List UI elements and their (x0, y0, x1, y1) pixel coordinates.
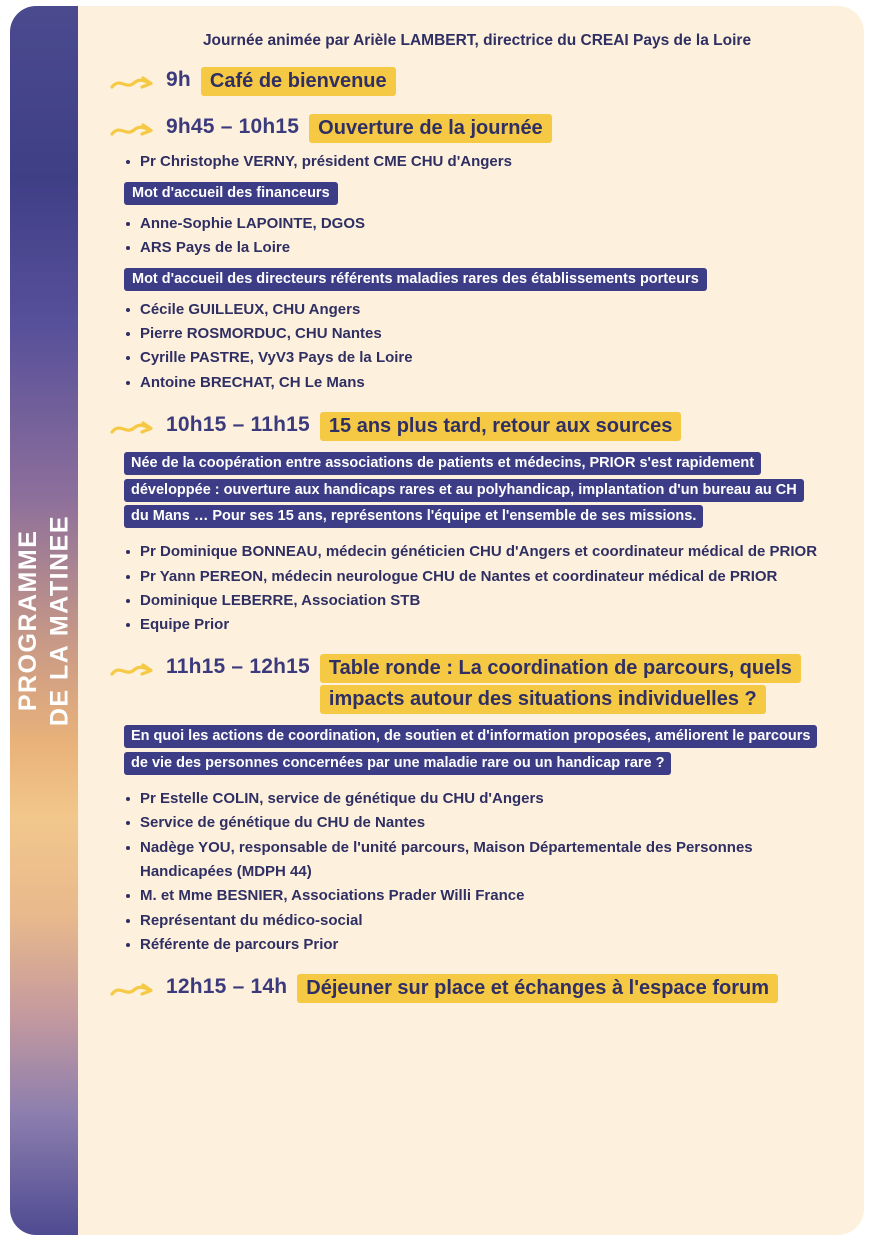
program-slot-2 (110, 113, 844, 395)
list-item: Pierre ROSMORDUC, CHU Nantes (124, 322, 844, 346)
list-item: Equipe Prior (124, 613, 844, 637)
program-content (78, 6, 864, 1235)
list-item: Pr Estelle COLIN, service de génétique du CHU d'Angers (124, 787, 844, 811)
slot-time: 11h15 – 12h15 (166, 655, 310, 679)
list-item: M. et Mme BESNIER, Associations Prader Willi France (124, 884, 844, 908)
people-list (110, 540, 844, 637)
program-slot-3 (110, 411, 844, 638)
list-item: Service de génétique du CHU de Nantes (124, 811, 844, 835)
badge-label: Mot d'accueil des directeurs référents maladies rares des établissements porteurs (124, 268, 707, 291)
slot-title-wrap (320, 653, 844, 715)
arrow-icon (110, 983, 156, 999)
list-item: Cyrille PASTRE, VyV3 Pays de la Loire (124, 346, 844, 370)
slot-title: Table ronde : La coordination de parcours, quels impacts autour des situations individuelles ? (320, 654, 801, 714)
slot-header (110, 653, 844, 715)
list-item: Antoine BRECHAT, CH Le Mans (124, 371, 844, 395)
slot-header (110, 66, 844, 97)
arrow-icon (110, 421, 156, 437)
list-item: Pr Christophe VERNY, président CME CHU d'Angers (124, 150, 844, 174)
sidebar-title-label: PROGRAMME DE LA MATINEE (13, 514, 73, 727)
slot-title-wrap (297, 973, 778, 1004)
program-card (10, 6, 864, 1235)
slot-title: Café de bienvenue (201, 67, 396, 96)
slot-title: Déjeuner sur place et échanges à l'espace forum (297, 974, 778, 1003)
description-text: En quoi les actions de coordination, de soutien et d'information proposées, améliorent le parcours de vie des personnes concernées par une maladie rare ou un handicap rare ? (124, 725, 817, 775)
program-slot-1 (110, 66, 844, 97)
program-slot-4 (110, 653, 844, 957)
slot-time: 10h15 – 11h15 (166, 412, 310, 436)
list-item: Référente de parcours Prior (124, 933, 844, 957)
people-list (110, 150, 844, 174)
slot-header (110, 113, 844, 144)
slot-title-wrap (309, 113, 552, 144)
arrow-icon (110, 76, 156, 92)
list-item: Cécile GUILLEUX, CHU Angers (124, 298, 844, 322)
slot-description (110, 723, 814, 777)
slot-title-wrap (320, 411, 681, 442)
list-item: Pr Yann PEREON, médecin neurologue CHU de Nantes et coordinateur médical de PRIOR (124, 565, 844, 589)
list-item: Pr Dominique BONNEAU, médecin généticien CHU d'Angers et coordinateur médical de PRIOR (124, 540, 844, 564)
people-list (110, 212, 844, 261)
sidebar-gradient-band (10, 6, 78, 1235)
list-item: Dominique LEBERRE, Association STB (124, 589, 844, 613)
badge-directeurs (110, 267, 824, 292)
slot-time: 12h15 – 14h (166, 975, 288, 999)
arrow-icon (110, 123, 156, 139)
description-text: Née de la coopération entre associations de patients et médecins, PRIOR s'est rapidement développée : ouverture aux handicaps rares et au polyhandicap, implantation d'un bureau au CH du Mans … Pour ses 15 ans, représentons l'équipe et l'ensemble de ses missions. (124, 452, 804, 529)
program-slot-5 (110, 973, 844, 1004)
list-item: Représentant du médico-social (124, 909, 844, 933)
slot-title: Ouverture de la journée (309, 114, 552, 143)
badge-financeurs (110, 181, 824, 206)
slot-header (110, 973, 844, 1004)
badge-label: Mot d'accueil des financeurs (124, 182, 338, 205)
slot-title: 15 ans plus tard, retour aux sources (320, 412, 681, 441)
intro-line: Journée animée par Arièle LAMBERT, directrice du CREAI Pays de la Loire (202, 32, 752, 49)
slot-description (110, 450, 814, 530)
list-item: ARS Pays de la Loire (124, 236, 844, 260)
slot-time: 9h (166, 68, 191, 91)
people-list (110, 787, 844, 957)
list-item: Nadège YOU, responsable de l'unité parcours, Maison Départementale des Personnes Handicapées (MDPH 44) (124, 836, 844, 885)
sidebar-title (10, 6, 78, 1235)
people-list (110, 298, 844, 395)
slot-title-wrap (201, 66, 396, 97)
slot-time: 9h45 – 10h15 (166, 115, 300, 138)
list-item: Anne-Sophie LAPOINTE, DGOS (124, 212, 844, 236)
slot-header (110, 411, 844, 442)
arrow-icon (110, 663, 156, 679)
